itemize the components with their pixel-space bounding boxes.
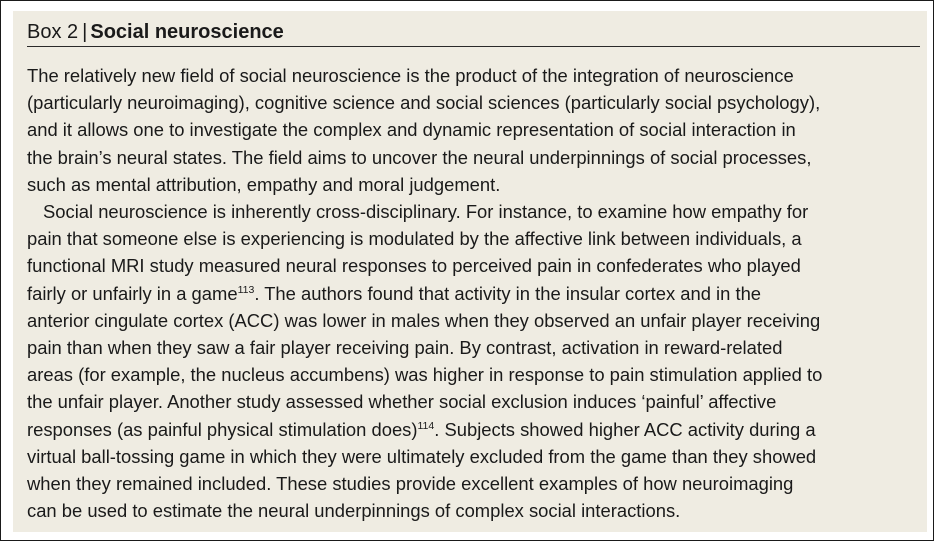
body-line: virtual ball-tossing game in which they were ultimately excluded from the game than they showed <box>27 445 817 467</box>
body-line: areas (for example, the nucleus accumbens) was higher in response to pain stimulation applied to <box>27 364 823 386</box>
paragraph-2 <box>27 198 922 524</box>
body-line: pain than when they saw a fair player receiving pain. By contrast, activation in reward-related <box>27 337 783 359</box>
body-line: when they remained included. These studies provide excellent examples of how neuroimaging <box>27 473 794 495</box>
body-line: (particularly neuroimaging), cognitive science and social sciences (particularly social psychology), <box>27 92 821 114</box>
body-line: functional MRI study measured neural responses to perceived pain in confederates who played <box>27 255 801 277</box>
body-line: pain that someone else is experiencing is modulated by the affective link between individuals, a <box>27 228 802 250</box>
body-line: Social neuroscience is inherently cross-disciplinary. For instance, to examine how empathy for <box>43 201 809 223</box>
paragraph-1 <box>27 62 922 198</box>
body-line: anterior cingulate cortex (ACC) was lower in males when they observed an unfair player receiving <box>27 309 821 331</box>
body-line: can be used to estimate the neural underpinnings of complex social interactions. <box>27 500 681 522</box>
line-text: fairly or unfairly in a game <box>27 282 238 304</box>
box-body <box>27 62 922 524</box>
box-label: Box 2 <box>27 21 79 43</box>
body-line: such as mental attribution, empathy and moral judgement. <box>27 173 501 195</box>
box-heading <box>27 20 284 44</box>
line-text: . The authors found that activity in the insular cortex and in the <box>254 282 762 304</box>
text-box <box>13 11 927 532</box>
citation-114: 114 <box>417 419 435 432</box>
body-line-with-citation <box>27 280 922 307</box>
body-line: the unfair player. Another study assessed whether social exclusion induces ‘painful’ affective <box>27 391 777 413</box>
heading-separator: | <box>82 21 88 43</box>
line-text: responses (as painful physical stimulation does) <box>27 418 418 440</box>
body-line: the brain’s neural states. The field aims to uncover the neural underpinnings of social processes, <box>27 146 812 168</box>
heading-rule <box>27 46 920 47</box>
body-line: and it allows one to investigate the complex and dynamic representation of social interaction in <box>27 119 796 141</box>
body-line-with-citation <box>27 416 922 443</box>
body-line: The relatively new field of social neuroscience is the product of the integration of neuroscience <box>27 65 794 86</box>
citation-113: 113 <box>237 283 255 296</box>
line-text: . Subjects showed higher ACC activity during a <box>434 418 816 440</box>
box-title: Social neuroscience <box>90 21 284 43</box>
